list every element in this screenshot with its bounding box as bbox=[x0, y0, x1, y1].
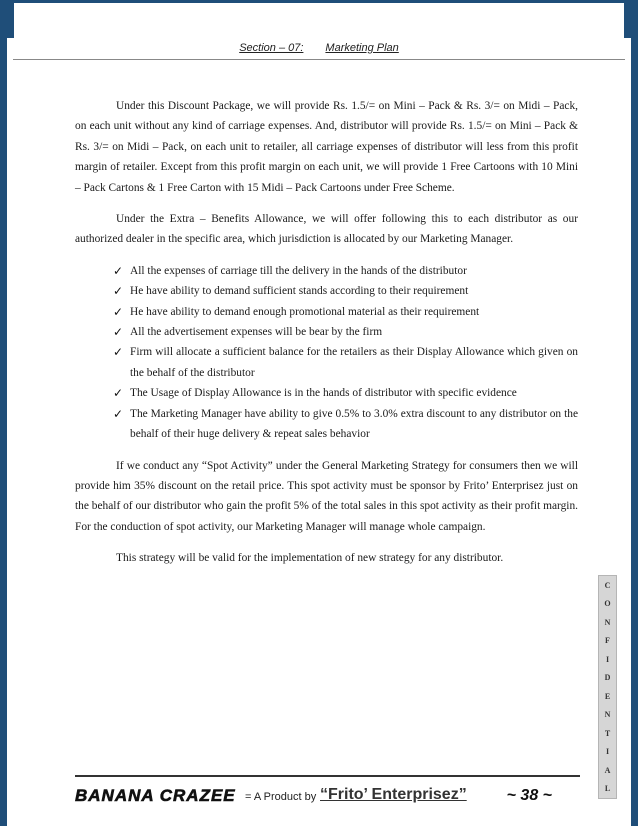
page-header bbox=[0, 42, 638, 54]
list-item: ✓ The Marketing Manager have ability to give 0.5% to 3.0% extra discount to any distributor on the behalf of their huge delivery & repeat sales behavior bbox=[75, 404, 578, 445]
sidebar-letter: N bbox=[604, 617, 611, 627]
list-item: ✓ Firm will allocate a sufficient balance for the retailers as their Display Allowance which given on the behalf of the distributor bbox=[75, 342, 578, 383]
sidebar-letter: C bbox=[604, 580, 611, 590]
section-title: Marketing Plan bbox=[325, 42, 399, 54]
product-by-text: = A Product by bbox=[245, 791, 317, 803]
sidebar-letter: I bbox=[605, 747, 610, 757]
sidebar-letter: D bbox=[604, 673, 611, 683]
page-number: ~ 38 ~ bbox=[506, 787, 552, 804]
page-footer bbox=[75, 782, 580, 814]
paragraph-strategy-validity: This strategy will be valid for the implementation of new strategy for any distributor. bbox=[116, 552, 504, 565]
paragraph-discount-package: Under this Discount Package, we will provide Rs. 1.5/= on Mini – Pack & Rs. 3/= on Midi – Pack, on each unit without any kind of carriage expenses. And, distributor will provide Rs. 1.5/= on Mini – Pack & Rs. 3/= on Midi – Pack, on each unit to retailer, all carriage expenses of distributor will less from this profit margin of retailer. Except from this profit margin on each unit, we will provide 1 Free Cartoons with 10 Mini – Pack Cartons & 1 Free Carton with 15 Midi – Pack Cartoons under Free Scheme. bbox=[75, 100, 578, 194]
paragraph-extra-benefits: Under the Extra – Benefits Allowance, we will offer following this to each distributor as our authorized dealer in the specific area, which jurisdiction is allocated by our Marketing Manager. bbox=[75, 213, 578, 246]
sidebar-letter: L bbox=[604, 784, 611, 794]
sidebar-letter: E bbox=[604, 691, 611, 701]
confidential-sidebar bbox=[598, 575, 617, 799]
sidebar-letter: O bbox=[604, 599, 611, 609]
sidebar-letter: F bbox=[605, 636, 610, 646]
brand-name: BANANA CRAZEE bbox=[75, 786, 236, 805]
border-tab-left bbox=[7, 0, 14, 38]
check-icon: ✓ bbox=[113, 284, 124, 299]
document-body bbox=[75, 96, 578, 580]
check-icon: ✓ bbox=[113, 263, 124, 278]
check-icon: ✓ bbox=[113, 386, 124, 401]
sidebar-letter: I bbox=[605, 654, 610, 664]
footer-divider bbox=[75, 775, 580, 777]
sidebar-letter: A bbox=[604, 765, 611, 775]
check-icon: ✓ bbox=[113, 325, 124, 340]
sidebar-letter: N bbox=[604, 710, 611, 720]
company-name: “Frito’ Enterprisez” bbox=[320, 786, 467, 803]
border-tab-right bbox=[624, 0, 631, 38]
list-item: ✓ He have ability to demand enough promotional material as their requirement bbox=[75, 302, 578, 322]
list-item: ✓ He have ability to demand sufficient stands according to their requirement bbox=[75, 281, 578, 301]
check-icon: ✓ bbox=[113, 304, 124, 319]
header-divider bbox=[13, 59, 625, 60]
list-item: ✓ The Usage of Display Allowance is in the hands of distributor with specific evidence bbox=[75, 383, 578, 403]
list-item: ✓ All the expenses of carriage till the delivery in the hands of the distributor bbox=[75, 261, 578, 281]
check-icon: ✓ bbox=[113, 345, 124, 360]
sidebar-letter: T bbox=[604, 728, 611, 738]
paragraph-spot-activity: If we conduct any “Spot Activity” under the General Marketing Strategy for consumers then we will provide him 35% discount on the retail price. This spot activity must be sponsor by Frito’ Enterprisez just on the behalf of our distributor who gain the profit 5% of the total sales in this spot activity as their profit margin. For the conduction of spot activity, our Marketing Manager will manage whole campaign. bbox=[75, 459, 578, 533]
section-number: Section – 07: bbox=[239, 42, 304, 54]
list-item: ✓ All the advertisement expenses will be bear by the firm bbox=[75, 322, 578, 342]
benefits-list bbox=[75, 261, 578, 445]
check-icon: ✓ bbox=[113, 406, 124, 421]
